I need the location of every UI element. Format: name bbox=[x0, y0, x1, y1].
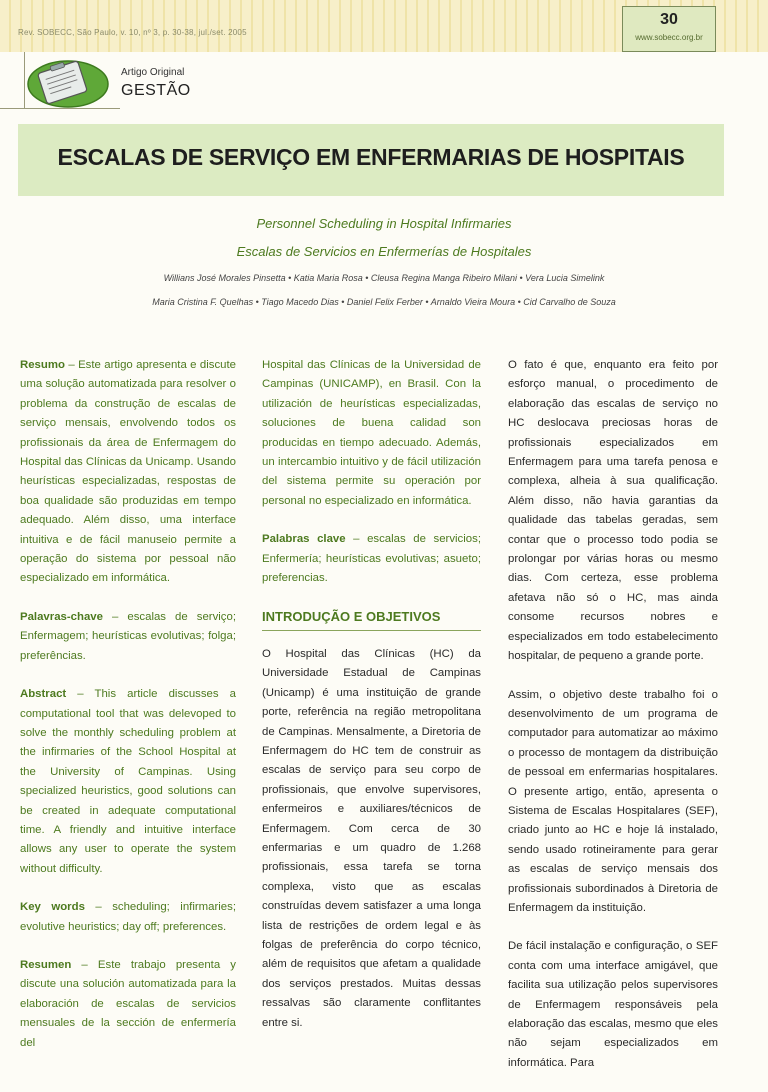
resumen-text: – Este trabajo presenta y discute una solución automatizada para la elaboración de escalas de servicios mensuales de la sección de enfermería del bbox=[20, 958, 236, 1049]
palavras-chave-text: – escalas de serviço; Enfermagem; heurísticas evolutivas; folga; preferências. bbox=[20, 610, 236, 662]
body-paragraph-2: Assim, o objetivo deste trabalho foi o desenvolvimento de um programa de computador para automatizar ao máximo o processo de montagem da distribuição de pessoal em enfermarias hospitalares. O presente artigo, então, apresenta o Sistema de Escalas Hospitalares (SEF), criado junto ao HC e hoje lá instalado, sendo usado rotineiramente para gerar as escalas de serviço mensais dos profissionais subordinados à Diretoria de Enfermagem da instituição. bbox=[508, 688, 718, 914]
palabras-clave-text: – escalas de servicios; Enfermería; heurísticas evolutivas; asueto; preferencias. bbox=[262, 533, 481, 585]
resumo-label: Resumo bbox=[20, 359, 65, 371]
page-number: 30 bbox=[660, 11, 678, 28]
spanish-title: Escalas de Servicios en Enfermerías de Hospitales bbox=[236, 244, 532, 259]
section-name: GESTÃO bbox=[121, 82, 191, 99]
journal-reference: Rev. SOBECC, São Paulo, v. 10, nº 3, p. 30-38, jul./set. 2005 bbox=[18, 28, 247, 37]
clipboard-logo-icon bbox=[22, 54, 110, 110]
english-title: Personnel Scheduling in Hospital Infirmaries bbox=[256, 216, 512, 231]
journal-url[interactable]: www.sobecc.org.br bbox=[635, 33, 703, 42]
column-2 bbox=[262, 356, 481, 1052]
column-3 bbox=[508, 356, 718, 1092]
authors-line-2: Maria Cristina F. Quelhas • Tiago Macedo Dias • Daniel Felix Ferber • Arnaldo Vieira Moura • Cid Carvalho de Souza bbox=[152, 297, 616, 307]
palabras-clave-label: Palabras clave bbox=[262, 533, 346, 546]
intro-heading: INTRODUÇÃO E OBJETIVOS bbox=[262, 607, 481, 630]
article-title: ESCALAS DE SERVIÇO EM ENFERMARIAS DE HOSPITAIS bbox=[57, 144, 685, 170]
intro-paragraph: O Hospital das Clínicas (HC) da Universidade Estadual de Campinas (Unicamp) é uma instituição de grande porte, referência na região metropolitana de Campinas. Mensalmente, a Diretoria de Enfermagem do HC tem de construir as escalas de serviço para seu corpo de profissionais, que envolve supervisores, enfermeiros e auxiliares/técnicos de Enfermagem. Com cerca de 30 enfermarias e um quadro de 1.268 profissionais, essa tarefa se torna complexa, visto que as escalas construídas devem satisfazer a uma longa lista de restrições de ordem legal e às folgas de preferência do corpo técnico, além de requisitos que afetam a qualidade dos serviços prestados. Muitas dessas ressalvas são claramente conflitantes entre si. bbox=[262, 647, 481, 1029]
page-number-box bbox=[622, 6, 716, 52]
abstract-paragraph bbox=[20, 685, 236, 879]
article-type: Artigo Original bbox=[121, 67, 185, 78]
resumo-text: – Este artigo apresenta e discute uma solução automatizada para resolver o problema da construção de escalas de serviço mensais, envolvendo todos os profissionais da área de Enfermagem do Hospital das Clínicas da Unicamp. Usando heurísticas especializadas, respostas de boa qualidade são produzidas em tempo adequado. Além disso, uma interface intuitiva e de fácil manuseio permite a operação do sistema por pessoal não especializado em informática. bbox=[20, 359, 236, 585]
abstract-label: Abstract bbox=[20, 688, 67, 701]
abstract-text: – This article discusses a computational tool that was delevoped to solve the monthly scheduling problem at the infirmaries of the School Hospital at the University of Campinas. Using specialized heuristics, good solutions can be created in adequate computational time. A friendly and intuitive interface allows any user to operate the system without difficulty. bbox=[20, 688, 236, 875]
palabras-clave-paragraph bbox=[262, 530, 481, 588]
body-paragraph-1: O fato é que, enquanto era feito por esforço manual, o procedimento de elaboração das escalas de serviço no HC deslocava preciosas horas de profissionais especializados em Enfermagem para uma tarefa penosa e complexa, alheia à sua qualificação. Além disso, não havia garantias da qualidade das tabelas geradas, sem contar que o processo todo podia se prolongar por várias horas ou mesmo dias. Com certeza, esse problema afetava não só o HC, mas ainda consome recursos nobres e especializados em todo estabelecimento hospitalar, de pequeno a grande porte. bbox=[508, 359, 718, 663]
column-1 bbox=[20, 356, 236, 1072]
keywords-paragraph bbox=[20, 898, 236, 937]
palavras-chave-paragraph bbox=[20, 608, 236, 666]
resumen-continuation: Hospital das Clínicas de la Universidad de Campinas (UNICAMP), en Brasil. Con la utilización de heurísticas especializadas, soluciones de buena calidad son producidas en tiempo adecuado. Además, un intercambio intuitivo y de fácil utilización del sistema permite su operación por personal no especializado en informática. bbox=[262, 359, 481, 507]
body-paragraph-3: De fácil instalação e configuração, o SEF conta com uma interface amigável, que facilita sua utilização pelos supervisores de Enfermagem responsáveis pela elaboração das escalas, mesmo que eles não sejam especializados em informática. Para bbox=[508, 940, 718, 1069]
resumen-label: Resumen bbox=[20, 958, 72, 971]
authors-line-1: Willians José Morales Pinsetta • Katia Maria Rosa • Cleusa Regina Manga Ribeiro Milani • Vera Lucia Simelink bbox=[163, 273, 605, 283]
title-band bbox=[18, 124, 724, 196]
keywords-label: Key words bbox=[20, 901, 85, 914]
keywords-text: – scheduling; infirmaries; evolutive heuristics; day off; preferences. bbox=[20, 901, 236, 933]
resumen-paragraph bbox=[20, 956, 236, 1053]
resumo-paragraph bbox=[20, 356, 236, 589]
palavras-chave-label: Palavras-chave bbox=[20, 610, 103, 623]
